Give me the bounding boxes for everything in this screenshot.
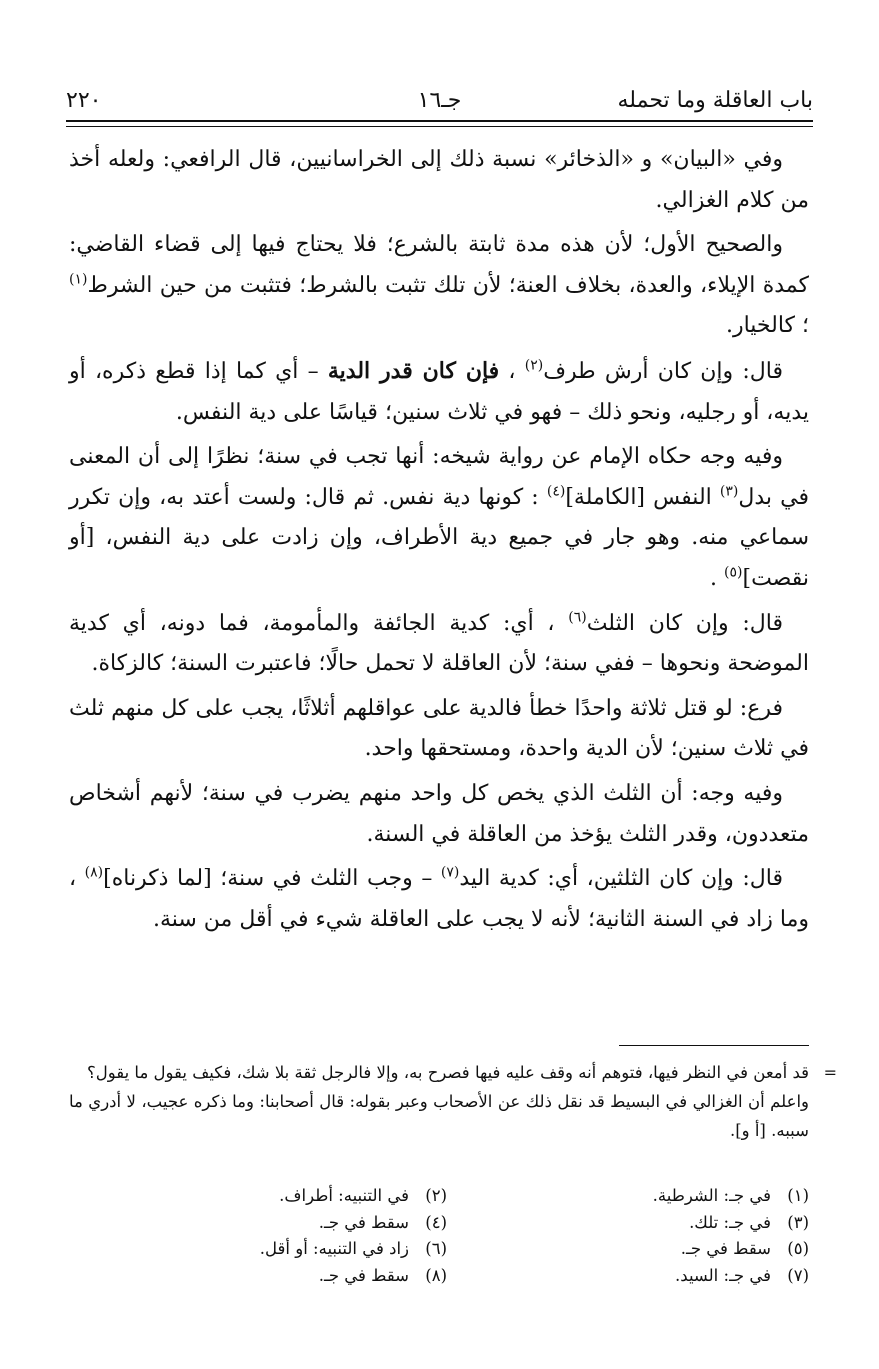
carried-note-line: واعلم أن الغزالي في البسيط قد نقل ذلك عن الأصحاب وعبر بقوله: قال أصحابنا: وما ذكره عجيب، لا أدري ما سببه. [أ و]. (69, 1092, 809, 1140)
footnote-reference: (٥) (724, 564, 743, 581)
text-run: وفيه وجه حكاه الإمام عن رواية شيخه: أنها تجب في سنة؛ نظرًا إلى أن المعنى في بدل (69, 444, 809, 510)
footnote-text: سقط في جـ. (680, 1239, 771, 1258)
text-run: وفي «البيان» و «الذخائر» نسبة ذلك إلى الخراسانيين، قال الرافعي: ولعله أخذ من كلام الغزالي. (69, 147, 809, 213)
text-run: – وجب الثلث في سنة؛ [لما ذكرناه] (103, 866, 441, 892)
footnote-item (675, 1263, 809, 1290)
footnote-text: في جـ: تلك. (689, 1212, 771, 1232)
footnote-reference: (٤) (546, 483, 566, 500)
footnote-item (319, 1263, 447, 1290)
footnote-number: (٧) (787, 1265, 809, 1285)
footnote-reference: (٣) (719, 483, 739, 500)
header-rule-thin (66, 126, 813, 127)
footnote-row (69, 1210, 809, 1237)
body-paragraph (69, 140, 809, 221)
running-header (66, 84, 813, 118)
page-number: ٢٢٠ (66, 88, 102, 113)
body-paragraph (69, 604, 809, 685)
body-paragraph (69, 225, 809, 347)
footnote-row (69, 1263, 809, 1290)
chapter-title: باب العاقلة وما تحمله (617, 88, 813, 113)
footnote-reference: (١) (69, 271, 88, 288)
footnote-item (653, 1183, 809, 1210)
footnote-text: سقط في جـ. (318, 1212, 409, 1232)
footnote-number: (٦) (425, 1239, 447, 1258)
footnote-reference: (٧) (440, 864, 460, 881)
text-run: وفيه وجه: أن الثلث الذي يخص كل واحد منهم يضرب في سنة؛ لأنهم أشخاص متعددون، وقدر الثلث يؤخذ من العاقلة في السنة. (69, 780, 809, 847)
header-rule-thick (66, 120, 813, 122)
footnote-list (69, 1183, 809, 1289)
main-text (69, 140, 809, 944)
footnote-item (319, 1210, 447, 1237)
text-run: : كونها دية نفس. ثم قال: ولست أعتد به، وإن تكرر سماعي منه. وهو جار في جميع دية الأطراف، وإن زادت على دية النفس، [أو نقصت] (69, 484, 809, 591)
footnote-item (260, 1236, 447, 1263)
footnote-item (279, 1183, 447, 1210)
body-paragraph (69, 351, 809, 433)
text-run: النفس [الكاملة] (565, 484, 720, 510)
footnote-reference: (٨) (84, 864, 104, 881)
footnote-number: (٤) (425, 1212, 447, 1232)
text-run: ، أي: كدية الجائفة والمأمومة، فما دونه، أي كدية الموضحة ونحوها – ففي سنة؛ لأن العاقلة لا تحمل حالًا؛ فاعتبرت السنة؛ كالزكاة. (69, 610, 809, 677)
footnote-text: زاد في التنبيه: أو أقل. (259, 1239, 409, 1258)
carried-note-line: قد أمعن في النظر فيها، فتوهم أنه وقف عليه فيها فصرح به، وإلا فالرجل ثقة بلا شك، فكيف يقول ما يقول؟ (86, 1063, 809, 1082)
footnote-reference: (٢) (524, 357, 544, 374)
text-run: والصحيح الأول؛ لأن هذه مدة ثابتة بالشرع؛ فلا يحتاج فيها إلى قضاء القاضي: كمدة الإيلاء، والعدة، بخلاف العنة؛ لأن تلك تثبت بالشرط؛ فتثبت من حين الشرط (69, 232, 809, 298)
footnote-number: (٢) (425, 1186, 447, 1205)
text-run: قال: وإن كان الثلث (586, 610, 783, 636)
text-run: ؛ كالخيار. (725, 313, 809, 339)
footnote-text: في جـ: الشرطية. (652, 1186, 771, 1205)
text-run: قال: وإن كان أرش طرف (543, 358, 783, 384)
text-run: ، (499, 358, 525, 384)
body-paragraph (69, 689, 809, 770)
footnote-number: (٣) (787, 1212, 809, 1232)
footnote-text: في التنبيه: أطراف. (279, 1186, 409, 1205)
emphasized-text: فإن كان قدر الدية (327, 357, 500, 384)
text-run: ، وما زاد في السنة الثانية؛ لأنه لا يجب على العاقلة شيء في أقل من سنة. (69, 866, 809, 932)
volume-label: جـ١٦ (417, 88, 462, 113)
footnote-text: سقط في جـ. (318, 1265, 409, 1285)
footnote-number: (١) (787, 1186, 809, 1205)
footnote-item (689, 1210, 809, 1237)
footnote-divider (619, 1045, 809, 1046)
text-run: قال: وإن كان الثلثين، أي: كدية اليد (459, 866, 784, 892)
carried-over-footnote (69, 1058, 837, 1145)
footnote-number: (٥) (787, 1239, 809, 1258)
body-paragraph (69, 774, 809, 855)
body-paragraph (69, 859, 809, 940)
footnote-reference: (٦) (568, 609, 587, 626)
footnote-text: في جـ: السيد. (675, 1265, 771, 1285)
text-run: فرع: لو قتل ثلاثة واحدًا خطأ فالدية على عواقلهم أثلاثًا، يجب على كل منهم ثلث في ثلاث سنين؛ لأن الدية واحدة، ومستحقها واحد. (69, 695, 809, 762)
body-paragraph (69, 437, 809, 599)
text-run: – أي كما إذا قطع ذكره، أو يديه، أو رجليه، ونحو ذلك – فهو في ثلاث سنين؛ قياسًا على دية النفس. (69, 358, 809, 425)
footnote-row (69, 1183, 809, 1210)
continuation-mark: = (823, 1063, 837, 1082)
footnote-row (69, 1236, 809, 1263)
footnote-number: (٨) (425, 1265, 447, 1285)
text-run: . (710, 565, 725, 591)
footnote-item (681, 1236, 809, 1263)
